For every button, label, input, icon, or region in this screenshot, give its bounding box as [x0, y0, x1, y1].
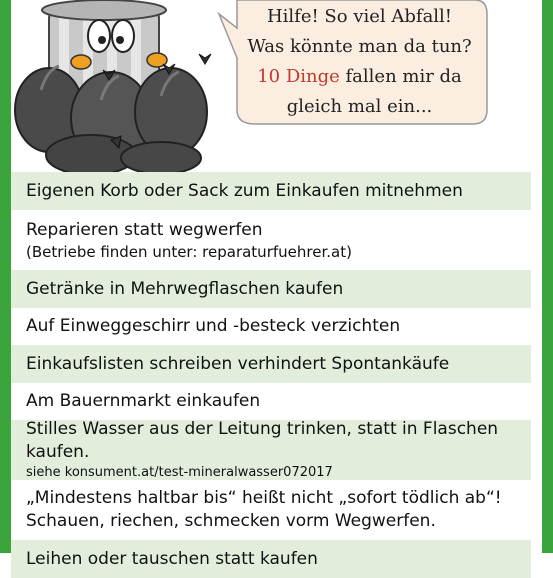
tip-text: Am Bauernmarkt einkaufen	[26, 391, 261, 411]
tip-text: Leihen oder tauschen statt kaufen	[26, 549, 318, 569]
tip-row	[11, 540, 531, 578]
tip-row	[11, 172, 531, 210]
bubble-line-4: gleich mal ein...	[286, 96, 433, 117]
bubble-highlight: 10 Dinge	[257, 66, 340, 87]
speech-bubble-text	[232, 0, 487, 122]
tip-text: „Mindestens haltbar bis“ heißt nicht „sofort tödlich ab“!	[26, 488, 502, 508]
tip-subtext: siehe konsument.at/test-mineralwasser072017	[26, 465, 333, 480]
tip-row	[11, 270, 531, 308]
tip-row	[11, 420, 531, 480]
tip-text: Eigenen Korb oder Sack zum Einkaufen mitnehmen	[26, 180, 463, 201]
tip-row	[11, 383, 531, 420]
tip-text: Reparieren statt wegwerfen	[26, 219, 263, 240]
tip-row	[11, 480, 531, 540]
tip-row	[11, 345, 531, 383]
tip-subtext: Schauen, riechen, schmecken vorm Wegwerfen.	[26, 511, 436, 531]
tip-row	[11, 308, 531, 345]
bubble-line-3-rest: fallen mir da	[339, 66, 462, 87]
tip-text: Getränke in Mehrwegflaschen kaufen	[26, 278, 344, 299]
trash-can-icon	[11, 0, 241, 172]
tip-text: Stilles Wasser aus der Leitung trinken, statt in Flaschen kaufen.	[26, 419, 499, 462]
bubble-line-3	[232, 62, 487, 92]
bubble-line-1: Hilfe! So viel Abfall!	[266, 6, 453, 27]
tip-row	[11, 210, 531, 270]
tip-text: Auf Einweggeschirr und -besteck verzichten	[26, 316, 401, 336]
bubble-line-2: Was könnte man da tun?	[247, 36, 472, 57]
tip-subtext: (Betriebe finden unter: reparaturfuehrer.at)	[26, 242, 352, 261]
tip-text: Einkaufslisten schreiben verhindert Spontankäufe	[26, 353, 450, 374]
tips-list	[11, 172, 531, 578]
